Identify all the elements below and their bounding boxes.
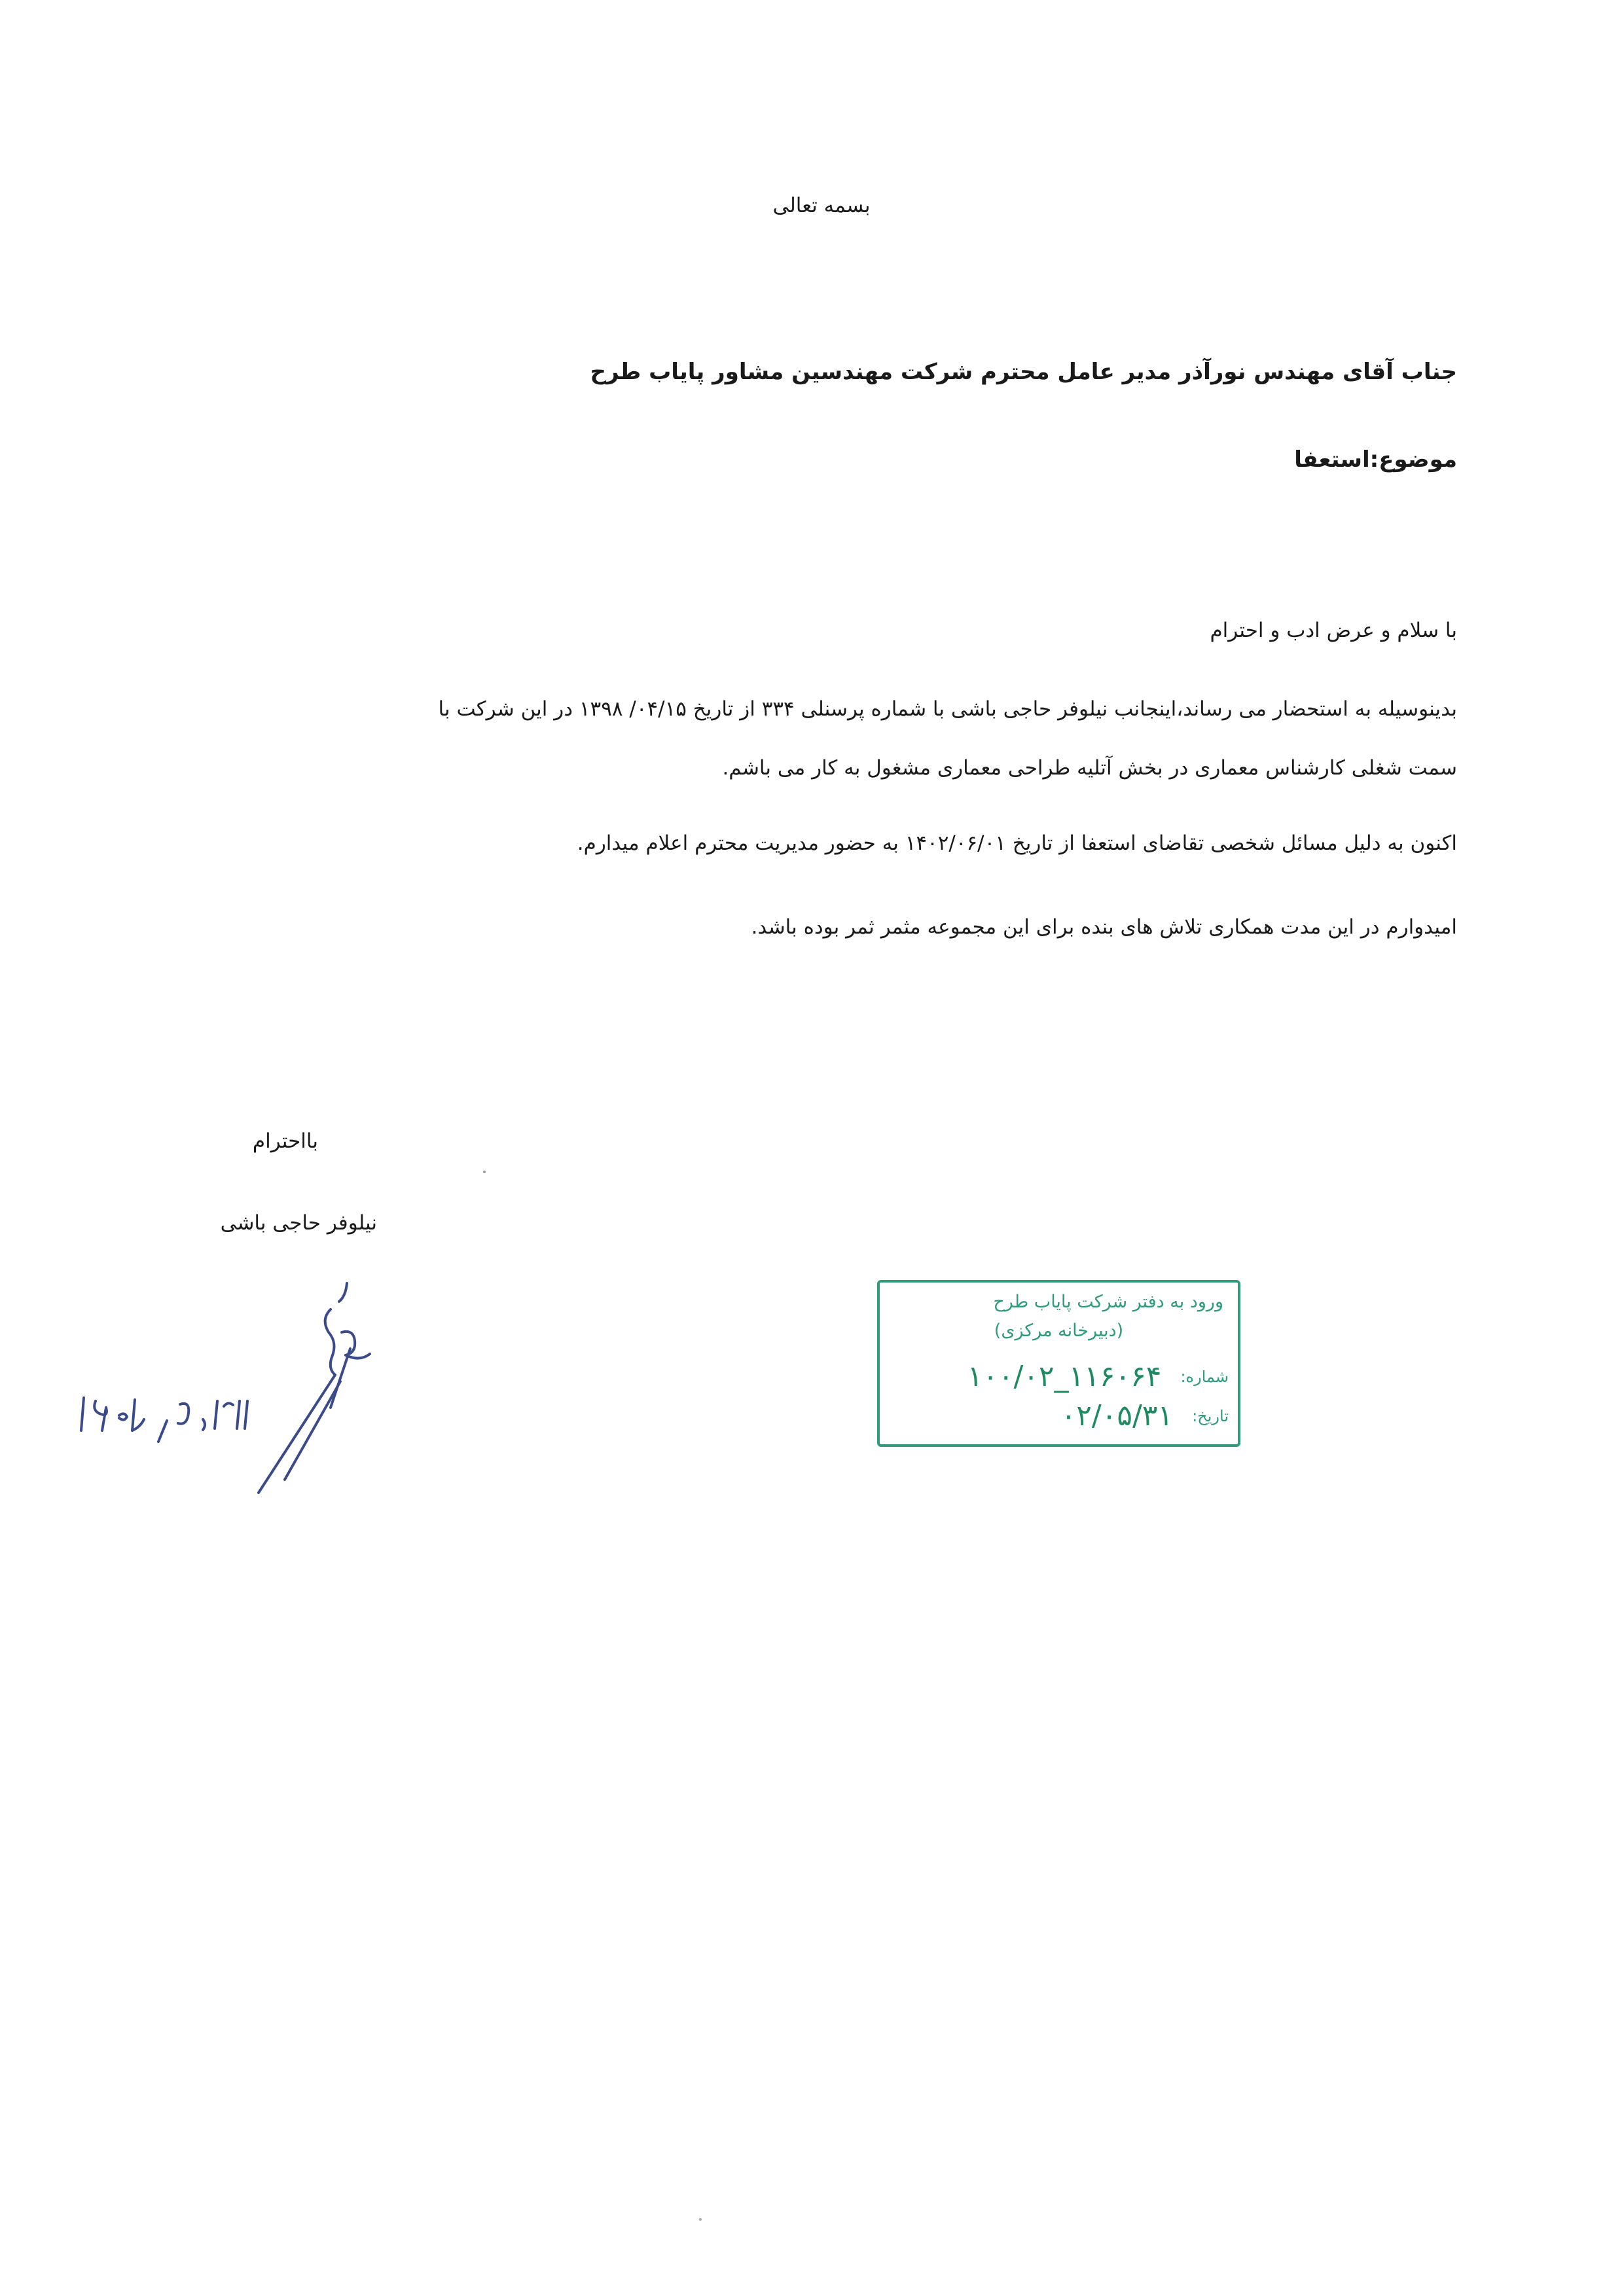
stamp-date-label: تاریخ: xyxy=(1192,1406,1229,1425)
body-paragraph-2: اکنون به دلیل مسائل شخصی تقاضای استعفا از تاریخ ۱۴۰۲/۰۶/۰۱ به حضور مدیریت محترم اعلام میدارم. xyxy=(577,831,1457,855)
stamp-subtitle: (دبیرخانه مرکزی) xyxy=(994,1321,1124,1341)
stamp-number-value: ۱۰۰/۰۲_۱۱۶۰۶۴ xyxy=(967,1360,1162,1393)
reception-stamp xyxy=(877,1280,1240,1447)
stamp-date-row xyxy=(1061,1399,1229,1432)
closing-salutation: بااحترام xyxy=(252,1129,318,1153)
stamp-number-label: شماره: xyxy=(1180,1367,1229,1386)
stamp-date-value: ۰۲/۰۵/۳۱ xyxy=(1060,1399,1174,1432)
basmala-heading: بسمه تعالی xyxy=(772,194,871,217)
stamp-number-row xyxy=(967,1360,1229,1393)
signer-name: نیلوفر حاجی باشی xyxy=(220,1211,377,1235)
body-paragraph-1-line-1: بدینوسیله به استحضار می رساند،اینجانب نیلوفر حاجی باشی با شماره پرسنلی ۳۳۴ از تاریخ ۰۴/۱۵/ ۱۳۹۸ در این شرکت با xyxy=(438,697,1457,721)
subject-line: موضوع:استعفا xyxy=(1294,446,1457,473)
stamp-title: ورود به دفتر شرکت پایاب طرح xyxy=(993,1292,1223,1312)
body-paragraph-3: امیدوارم در این مدت همکاری تلاش های بنده برای این مجموعه مثمر ثمر بوده باشد. xyxy=(751,915,1457,939)
addressee-line: جناب آقای مهندس نورآذر مدیر عامل محترم شرکت مهندسین مشاور پایاب طرح xyxy=(590,359,1457,385)
handwritten-signature xyxy=(72,1270,412,1519)
body-paragraph-1-line-2: سمت شغلی کارشناس معماری در بخش آتلیه طراحی معماری مشغول به کار می باشم. xyxy=(722,756,1457,780)
greeting-line: با سلام و عرض ادب و احترام xyxy=(1210,619,1457,642)
